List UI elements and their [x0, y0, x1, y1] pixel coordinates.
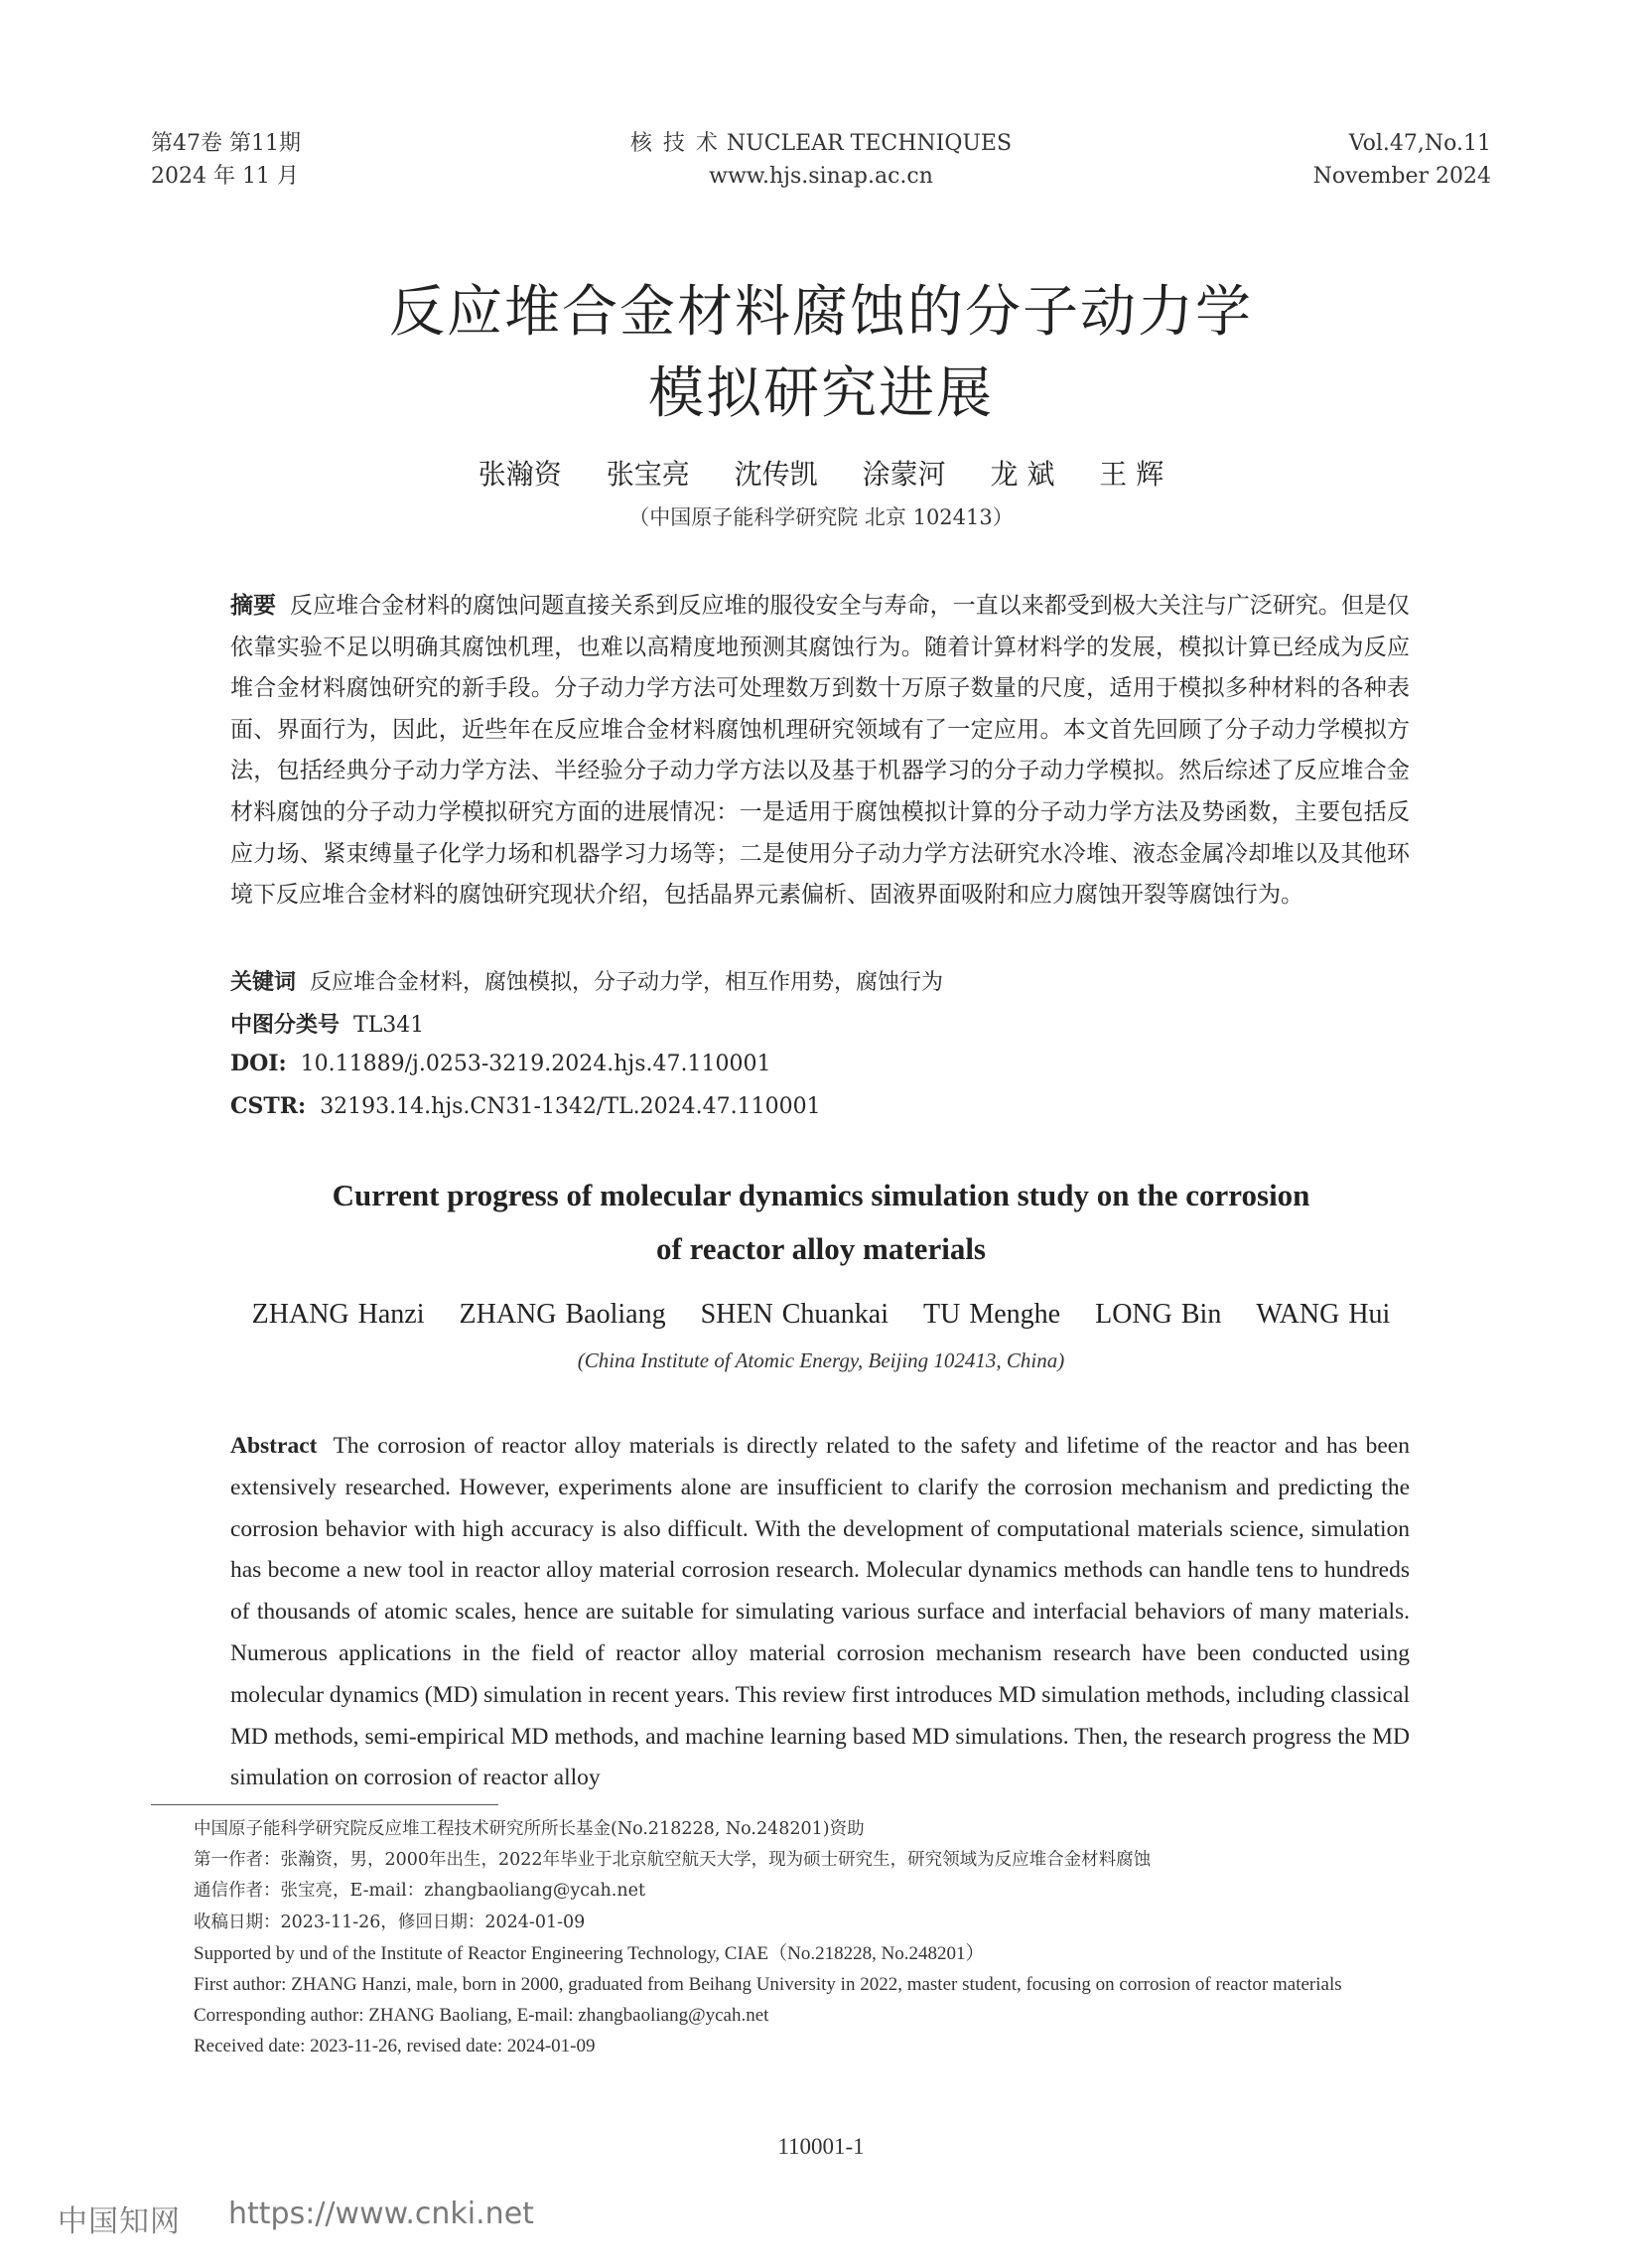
author-cn: 涂蒙河 — [862, 458, 946, 491]
received-dates-cn: 收稿日期：2023-11-26，修回日期：2024-01-09 — [194, 1912, 586, 1932]
title-cn-line1: 反应堆合金材料腐蚀的分子动力学 — [389, 280, 1253, 345]
funding-en: Supported by und of the Institute of Reactor Engineering Technology, CIAE（No.218228, No.248201） — [194, 1942, 985, 1964]
title-en-line1: Current progress of molecular dynamics simulation study on the corrosion — [332, 1178, 1310, 1212]
issue-info-en — [1313, 127, 1491, 193]
cnki-brand: 中国知网 — [58, 2204, 181, 2239]
doi-label: DOI: — [230, 1051, 287, 1076]
abstract-en-label: Abstract — [230, 1433, 318, 1459]
author-en: ZHANG Baoliang — [459, 1299, 666, 1330]
keywords-text: 反应堆合金材料，腐蚀模拟，分子动力学，相互作用势，腐蚀行为 — [310, 970, 944, 995]
author-en: ZHANG Hanzi — [251, 1299, 425, 1330]
journal-website[interactable]: www.hjs.sinap.ac.cn — [709, 164, 933, 189]
volume-issue-cn: 第47卷 第11期 — [151, 131, 301, 156]
funding-cn: 中国原子能科学研究院反应堆工程技术研究所所长基金(No.218228, No.248201)资助 — [194, 1819, 865, 1839]
classification-label: 中图分类号 — [230, 1013, 341, 1038]
author-en: TU Menghe — [923, 1299, 1061, 1330]
classification-line — [230, 1008, 424, 1039]
doi-value[interactable]: 10.11889/j.0253-3219.2024.hjs.47.110001 — [300, 1052, 771, 1076]
author-en: LONG Bin — [1095, 1299, 1222, 1330]
classification-code: TL341 — [353, 1013, 425, 1038]
affiliation-en: (China Institute of Atomic Energy, Beijing 102413, China) — [577, 1348, 1065, 1372]
journal-name-en: NUCLEAR TECHNIQUES — [726, 131, 1013, 156]
cstr-value: 32193.14.hjs.CN31-1342/TL.2024.47.110001 — [320, 1094, 821, 1119]
footnote-divider — [151, 1804, 498, 1805]
keywords-label: 关键词 — [230, 970, 297, 995]
author-en: WANG Hui — [1256, 1299, 1391, 1330]
keywords-line — [230, 965, 943, 996]
first-author-en: First author: ZHANG Hanzi, male, born in 2000, graduated from Beihang University in 2022, master student, focusing on corrosion of reactor materials — [194, 1974, 1342, 1996]
journal-name-cn: 核 技 术 — [629, 131, 720, 156]
received-dates-en: Received date: 2023-11-26, revised date: 2024-01-09 — [194, 2036, 596, 2057]
authors-cn — [0, 453, 1642, 493]
footnotes — [194, 1814, 1444, 2062]
author-cn: 张瀚资 — [478, 458, 562, 491]
volume-issue-en: Vol.47,No.11 — [1348, 131, 1491, 156]
author-en: SHEN Chuankai — [700, 1299, 889, 1330]
corresponding-author-cn: 通信作者：张宝亮，E-mail：zhangbaoliang@ycah.net — [194, 1881, 646, 1902]
authors-en — [0, 1299, 1642, 1331]
title-en-line2: of reactor alloy materials — [656, 1231, 986, 1266]
page-number: 110001-1 — [777, 2134, 865, 2159]
author-cn: 张宝亮 — [606, 458, 690, 491]
abstract-cn-text: 反应堆合金材料的腐蚀问题直接关系到反应堆的服役安全与寿命，一直以来都受到极大关注与广泛研究。但是仅依靠实验不足以明确其腐蚀机理，也难以高精度地预测其腐蚀行为。随着计算材料学的发展，模拟计算已经成为反应堆合金材料腐蚀研究的新手段。分子动力学方法可处理数万到数十万原子数量的尺度，适用于模拟多种材料的各种表面、界面行为，因此，近些年在反应堆合金材料腐蚀机理研究领域有了一定应用。本文首先回顾了分子动力学模拟方法，包括经典分子动力学方法、半经验分子动力学方法以及基于机器学习的分子动力学模拟。然后综述了反应堆合金材料腐蚀的分子动力学模拟研究方面的进展情况：一是适用于腐蚀模拟计算的分子动力学方法及势函数，主要包括反应力场、紧束缚量子化学力场和机器学习力场等；二是使用分子动力学方法研究水冷堆、液态金属冷却堆以及其他环境下反应堆合金材料的腐蚀研究现状介绍，包括晶界元素偏析、固液界面吸附和应力腐蚀开裂等腐蚀行为。 — [230, 593, 1411, 909]
author-cn: 王 辉 — [1099, 458, 1164, 491]
corresponding-author-en: Corresponding author: ZHANG Baoliang, E-mail: zhangbaoliang@ycah.net — [194, 2005, 769, 2027]
cstr-label: CSTR: — [230, 1093, 307, 1119]
affiliation-cn: （中国原子能科学研究院 北京 102413） — [628, 505, 1014, 529]
author-cn: 沈传凯 — [734, 458, 818, 491]
abstract-cn-label: 摘要 — [230, 593, 277, 619]
cstr-line — [230, 1093, 821, 1119]
doi-line — [230, 1051, 770, 1076]
abstract-cn — [230, 586, 1410, 917]
abstract-en — [230, 1426, 1410, 1799]
author-cn: 龙 斌 — [990, 458, 1055, 491]
date-cn: 2024 年 11 月 — [151, 164, 299, 189]
date-en: November 2024 — [1312, 164, 1491, 189]
abstract-en-text: The corrosion of reactor alloy materials is directly related to the safety and lifetime of the reactor and has been extensively researched. However, experiments alone are insufficient to clarify the corrosion mechanism and predicting the corrosion behavior with high accuracy is also difficult. With the development of computational materials science, simulation has become a new tool in reactor alloy material corrosion research. Molecular dynamics methods can handle tens to hundreds of thousands of atomic scales, hence are suitable for simulating various surface and interfacial behaviors of many materials. Numerous applications in the field of reactor alloy material corrosion mechanism research have been conducted using molecular dynamics (MD) simulation in recent years. This review first introduces MD simulation methods, including classical MD methods, semi-empirical MD methods, and machine learning based MD simulations. Then, the research progress the MD simulation on corrosion of reactor alloy — [230, 1433, 1411, 1791]
first-author-cn: 第一作者：张瀚资，男，2000年出生，2022年毕业于北京航空航天大学，现为硕士研究生，研究领域为反应堆合金材料腐蚀 — [194, 1850, 1152, 1871]
title-cn-line2: 模拟研究进展 — [648, 361, 994, 426]
cnki-url[interactable]: https://www.cnki.net — [228, 2197, 534, 2231]
